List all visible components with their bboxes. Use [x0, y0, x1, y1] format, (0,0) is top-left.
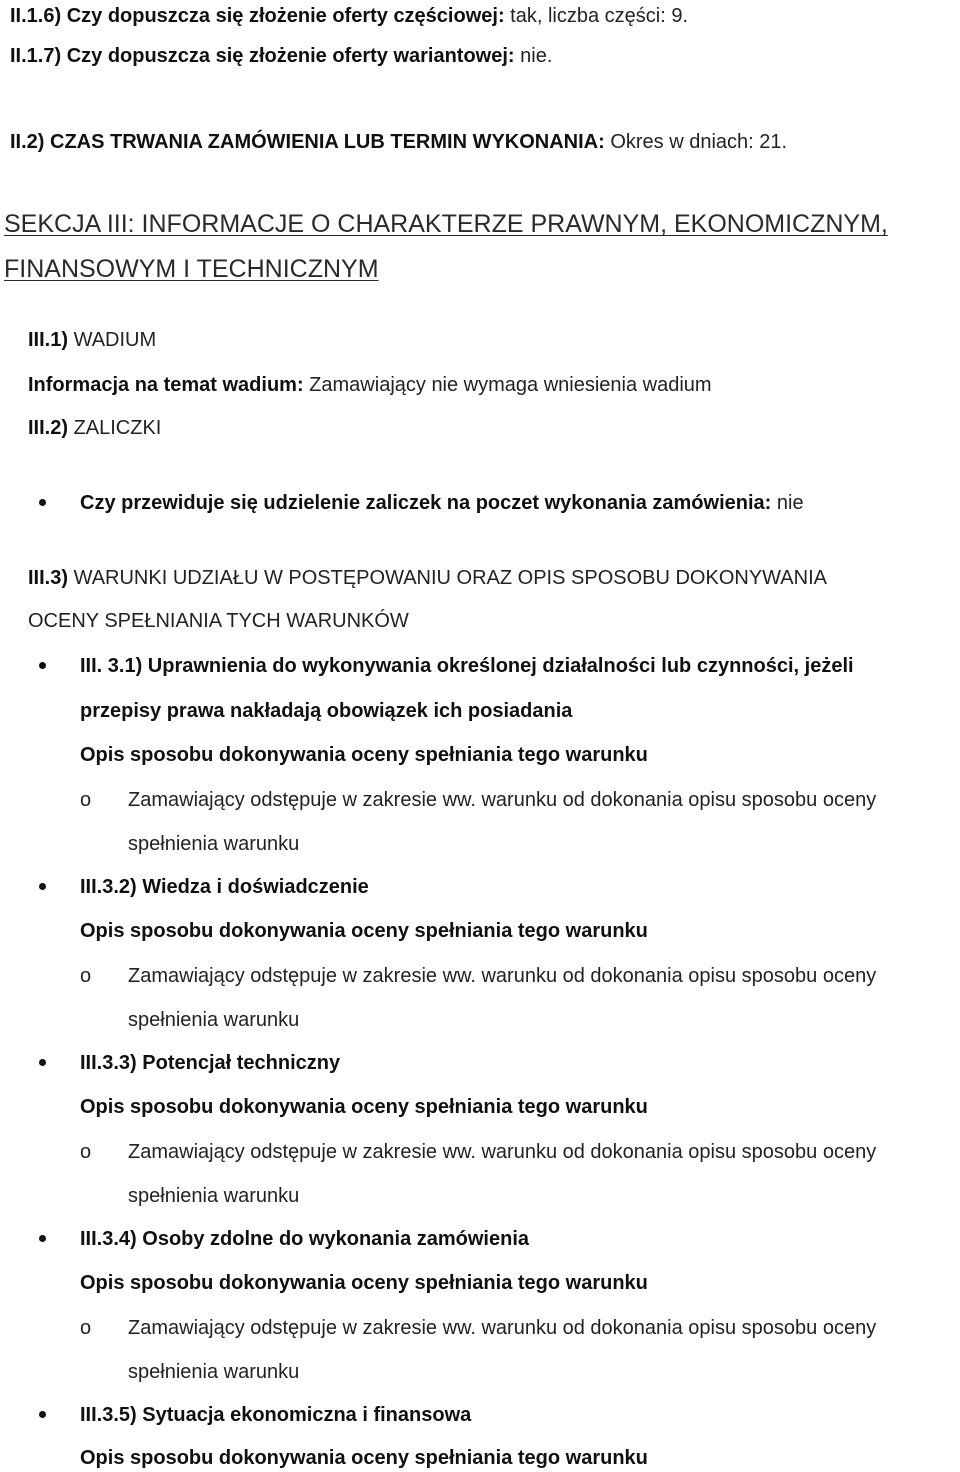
wadium-info-value: Zamawiający nie wymaga wniesienia wadium: [303, 374, 712, 396]
section-heading-line-1: SEKCJA III: INFORMACJE O CHARAKTERZE PRAWNYM, EKONOMICZNYM,: [4, 210, 888, 238]
circle-bullet-icon: o: [80, 1141, 92, 1163]
osoby-title: Osoby zdolne do wykonania zamówienia: [136, 1228, 529, 1250]
zamawiajacy-line-1: Zamawiający odstępuje w zakresie ww. warunku od dokonania opisu sposobu oceny: [128, 789, 877, 811]
bullet-icon: [39, 499, 46, 506]
warunki-title-part-1: WARUNKI UDZIAŁU W POSTĘPOWANIU ORAZ OPIS SPOSOBU DOKONYWANIA: [68, 567, 827, 589]
wadium-heading: [28, 328, 156, 352]
wadium-info-label: Informacja na temat wadium:: [28, 374, 304, 396]
section-heading-line-2: FINANSOWYM I TECHNICZNYM: [4, 255, 379, 283]
czas-trwania-label: II.2) CZAS TRWANIA ZAMÓWIENIA LUB TERMIN WYKONANIA:: [10, 131, 605, 153]
wiedza-title: Wiedza i doświadczenie: [136, 876, 369, 898]
uprawnienia-number: III. 3.1): [80, 655, 143, 677]
potencjal-title: Potencjał techniczny: [136, 1052, 341, 1074]
zamawiajacy-line-2: spełnienia warunku: [128, 1361, 300, 1383]
zaliczki-number: III.2): [28, 417, 69, 439]
circle-bullet-icon: o: [80, 789, 92, 811]
czas-trwania-line: [10, 130, 787, 154]
wadium-title: WADIUM: [68, 329, 157, 351]
uprawnienia-title-part-1: Uprawnienia do wykonywania określonej działalności lub czynności, jeżeli: [142, 655, 854, 677]
uprawnienia-line-1: [80, 654, 854, 678]
wadium-number: III.1): [28, 329, 69, 351]
oferta-czesciowa-label: II.1.6) Czy dopuszcza się złożenie oferty częściowej:: [10, 5, 505, 27]
opis-sposobu-label: Opis sposobu dokonywania oceny spełniania tego warunku: [80, 744, 648, 766]
opis-sposobu-label: Opis sposobu dokonywania oceny spełniania tego warunku: [80, 1096, 648, 1118]
oferta-wariantowa-value: nie.: [514, 45, 553, 67]
opis-sposobu-label: Opis sposobu dokonywania oceny spełniania tego warunku: [80, 920, 648, 942]
opis-sposobu-label: Opis sposobu dokonywania oceny spełniania tego warunku: [80, 1272, 648, 1294]
wiedza-heading: [80, 875, 369, 899]
opis-sposobu-label: Opis sposobu dokonywania oceny spełniania tego warunku: [80, 1447, 648, 1469]
zamawiajacy-line-2: spełnienia warunku: [128, 833, 300, 855]
zaliczki-heading: [28, 416, 161, 440]
bullet-icon: [39, 883, 46, 890]
osoby-number: III.3.4): [80, 1228, 137, 1250]
warunki-heading-line-1: [28, 566, 827, 590]
bullet-icon: [39, 662, 46, 669]
wiedza-number: III.3.2): [80, 876, 137, 898]
oferta-czesciowa-value: tak, liczba części: 9.: [504, 5, 689, 27]
zamawiajacy-line-2: spełnienia warunku: [128, 1185, 300, 1207]
potencjal-number: III.3.3): [80, 1052, 137, 1074]
czas-trwania-value: Okres w dniach: 21.: [604, 131, 788, 153]
bullet-icon: [39, 1059, 46, 1066]
zamawiajacy-line-1: Zamawiający odstępuje w zakresie ww. warunku od dokonania opisu sposobu oceny: [128, 965, 877, 987]
warunki-number: III.3): [28, 567, 69, 589]
osoby-heading: [80, 1227, 529, 1251]
zamawiajacy-line-2: spełnienia warunku: [128, 1009, 300, 1031]
zamawiajacy-line-1: Zamawiający odstępuje w zakresie ww. warunku od dokonania opisu sposobu oceny: [128, 1141, 877, 1163]
oferta-wariantowa-line: [10, 44, 552, 68]
sytuacja-heading: [80, 1403, 471, 1427]
zaliczki-title: ZALICZKI: [68, 417, 162, 439]
bullet-icon: [39, 1235, 46, 1242]
circle-bullet-icon: o: [80, 965, 92, 987]
zaliczki-answer: nie: [771, 492, 804, 514]
uprawnienia-line-2: przepisy prawa nakładają obowiązek ich posiadania: [80, 700, 573, 722]
oferta-czesciowa-line: [10, 4, 688, 28]
warunki-heading-line-2: OCENY SPEŁNIANIA TYCH WARUNKÓW: [28, 610, 409, 632]
oferta-wariantowa-label: II.1.7) Czy dopuszcza się złożenie oferty wariantowej:: [10, 45, 515, 67]
sytuacja-title: Sytuacja ekonomiczna i finansowa: [136, 1404, 472, 1426]
zaliczki-question-line: [80, 491, 804, 515]
zaliczki-question: Czy przewiduje się udzielenie zaliczek na poczet wykonania zamówienia:: [80, 492, 772, 514]
circle-bullet-icon: o: [80, 1317, 92, 1339]
wadium-info-line: [28, 373, 712, 397]
bullet-icon: [39, 1411, 46, 1418]
zamawiajacy-line-1: Zamawiający odstępuje w zakresie ww. warunku od dokonania opisu sposobu oceny: [128, 1317, 877, 1339]
sytuacja-number: III.3.5): [80, 1404, 137, 1426]
potencjal-heading: [80, 1051, 340, 1075]
